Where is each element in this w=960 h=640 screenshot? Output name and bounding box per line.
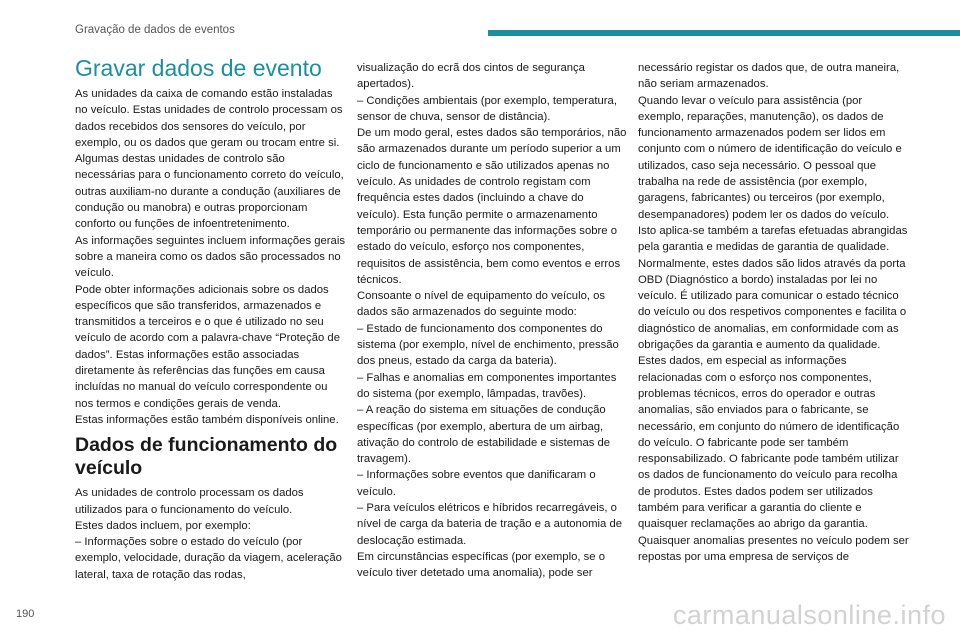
paragraph: As unidades de controlo processam os dados utilizados para o funcionamento do veículo. bbox=[75, 487, 304, 516]
paragraph: As informações seguintes incluem informações gerais sobre a maneira como os dados são processados no veículo. bbox=[75, 234, 345, 280]
list-item: – Informações sobre eventos que danificaram o veículo. bbox=[357, 469, 596, 498]
paragraph: Em circunstâncias específicas (por exemplo, se o veículo tiver detetado uma anomalia), pode ser bbox=[357, 550, 606, 580]
list-item: – Para veículos elétricos e híbridos recarregáveis, o nível de carga da bateria de tração e a autonomia de deslocação estimada. bbox=[357, 502, 623, 547]
paragraph: Consoante o nível de equipamento do veículo, os dados são armazenados do seguinte modo: bbox=[357, 290, 606, 319]
paragraph: Quaisquer anomalias presentes no veículo podem ser repostas por uma empresa de serviços de bbox=[638, 534, 909, 563]
page-number: 190 bbox=[16, 608, 35, 620]
heading-vehicle-operating-data: Dados de funcionamento do veículo bbox=[75, 434, 338, 480]
list-item: – A reação do sistema em situações de condução específicas (por exemplo, abertura de um airbag, ativação do controlo de estabilidade e sistemas de travagem). bbox=[357, 404, 611, 466]
list-item: – Informações sobre o estado do veículo (por exemplo, velocidade, duração da viagem, aceleração lateral, taxa de rotação das rodas, bbox=[75, 536, 342, 581]
column-3 bbox=[638, 60, 910, 565]
paragraph: De um modo geral, estes dados são temporários, não são armazenados durante um período superior a um ciclo de funcionamento e são utilizados apenas no veículo. As unidades de controlo registam com frequência estes dados (incluindo a chave do veículo). Esta função permite o armazenamento temporário ou permanente das informações sobre o estado do veículo, esforço nos componentes, requisitos de assistência, bem como eventos e erros técnicos. bbox=[357, 127, 627, 286]
paragraph: Pode obter informações adicionais sobre os dados específicos que são transferidos, armazenados e transmitidos a terceiros e o que é utilizado no seu veículo de acordo com a palavra-chave “Proteção de dados”. Estas informações estão associadas diretamente às referências das funções em causa incluídas no manual do veículo correspondente ou nos termos e condições gerais de venda. bbox=[75, 283, 340, 410]
heading-record-event-data: Gravar dados de evento bbox=[75, 55, 322, 81]
list-item: – Falhas e anomalias em componentes importantes do sistema (por exemplo, lâmpadas, travões). bbox=[357, 371, 617, 400]
section-header-title: Gravação de dados de eventos bbox=[75, 24, 235, 36]
column-2 bbox=[357, 60, 629, 582]
paragraph: As unidades da caixa de comando estão instaladas no veículo. Estas unidades de controlo processam os dados recebidos dos sensores do veículo, por exemplo, ou os dados que geram ou trocam entre si. Algumas destas unidades de controlo são necessárias para o funcionamento correto do veículo, outras auxiliam-no durante a condução (auxiliares de condução ou manobra) e outras proporcionam conforto ou funções de infoentretenimento. bbox=[75, 88, 344, 231]
paragraph: Normalmente, estes dados são lidos através da porta OBD (Diagnóstico a bordo) instaladas por lei no veículo. É utilizado para comunicar o estado técnico do veículo ou dos respetivos componentes e facilita o diagnóstico de anomalias, em conformidade com as obrigações da garantia e aumento da qualidade. Estes dados, em especial as informações relacionadas com o esforço nos componentes, problemas técnicos, erros do operador e outras anomalias, são enviados para o fabricante, se necessário, em conjunto do número de identificação do veículo. O fabricante pode ser também responsabilizado. O fabricante pode também utilizar os dados de funcionamento do veículo para recolha de produtos. Estes dados podem ser utilizados também para verificar a garantia do cliente e quaisquer reclamações ao abrigo da garantia. bbox=[638, 257, 907, 531]
watermark: carmanualsonline.info bbox=[672, 600, 946, 630]
header-accent-bar bbox=[488, 30, 960, 36]
paragraph: Estes dados incluem, por exemplo: bbox=[75, 519, 251, 532]
list-item: – Estado de funcionamento dos componentes do sistema (por exemplo, nível de enchimento, pressão dos pneus, estado da carga da bateria). bbox=[357, 322, 619, 368]
list-item: – Condições ambientais (por exemplo, temperatura, sensor de chuva, sensor de distância). bbox=[357, 94, 617, 123]
paragraph: Quando levar o veículo para assistência (por exemplo, reparações, manutenção), os dados de funcionamento armazenados podem ser lidos em conjunto com o número de identificação do veículo e utilizados, caso seja necessário. O pessoal que trabalha na rede de assistência (por exemplo, garagens, fabricantes) ou terceiros (por exemplo, desempanadores) podem ler os dados do veículo. Isto aplica-se também a tarefas efetuadas abrangidas pela garantia e medidas de garantia de qualidade. bbox=[638, 94, 908, 254]
paragraph: visualização do ecrã dos cintos de segurança apertados). bbox=[357, 62, 585, 91]
paragraph: necessário registar os dados que, de outra maneira, não seriam armazenados. bbox=[638, 62, 900, 91]
column-1 bbox=[75, 54, 347, 583]
paragraph: Estas informações estão também disponíveis online. bbox=[75, 413, 339, 426]
